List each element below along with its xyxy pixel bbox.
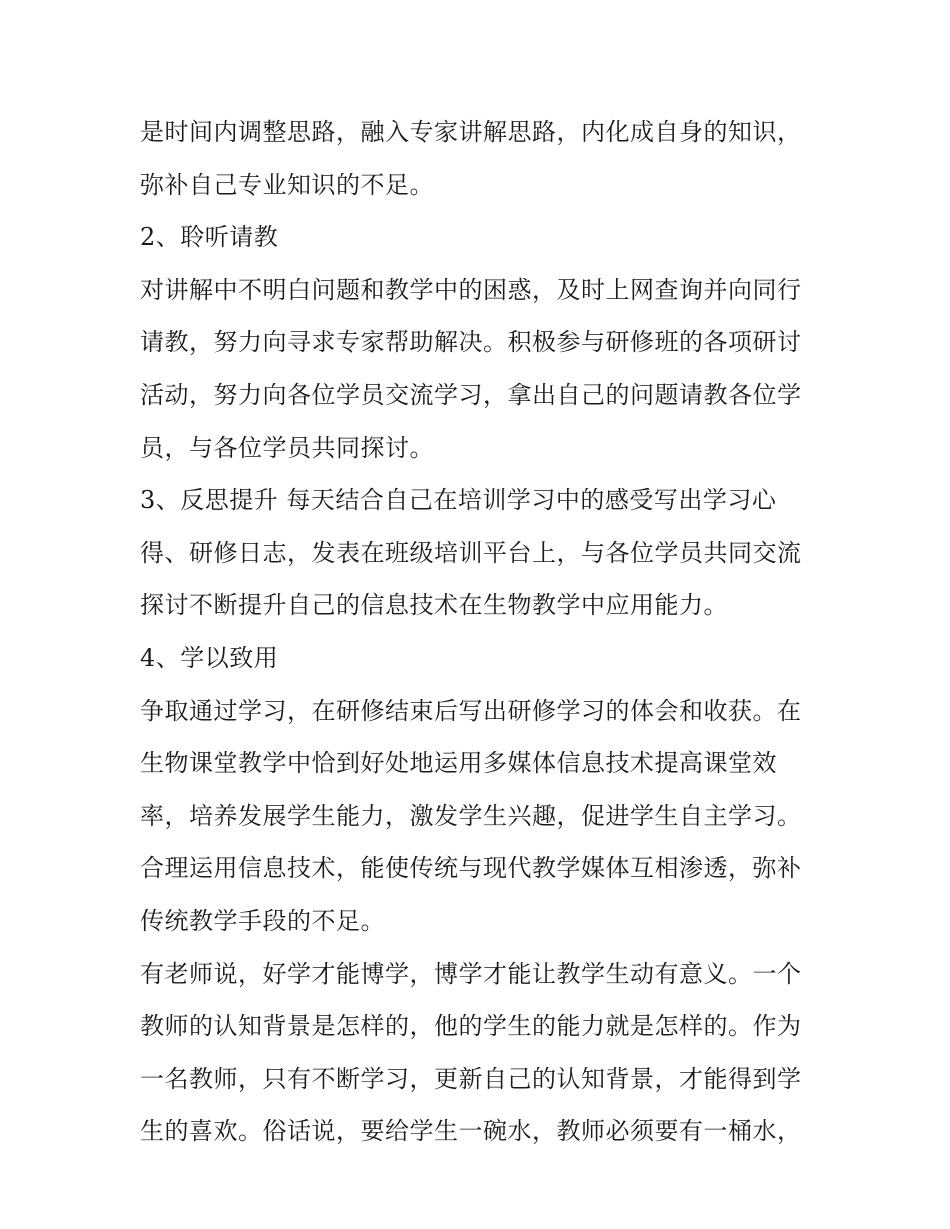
text-line: 探讨不断提升自己的信息技术在生物教学中应用能力。 (140, 591, 728, 620)
section-heading: 4、学以致用 (140, 643, 279, 672)
text-line: 活动，努力向各位学员交流学习，拿出自己的问题请教各位学 (140, 380, 802, 409)
text-line: 有老师说，好学才能博学，博学才能让教学生动有意义。一个 (140, 959, 802, 988)
text-line: 是时间内调整思路，融入专家讲解思路，内化成自身的知识， (140, 118, 802, 146)
text-line: 教师的认知背景是怎样的，他的学生的能力就是怎样的。作为 (140, 1012, 802, 1041)
text-line: 合理运用信息技术，能使传统与现代教学媒体互相渗透，弥补 (140, 854, 802, 883)
text-line: 一名教师，只有不断学习，更新自己的认知背景，才能得到学 (140, 1064, 802, 1093)
text-line: 弥补自己专业知识的不足。 (140, 170, 434, 199)
text-line: 对讲解中不明白问题和教学中的困惑，及时上网查询并向同行 (140, 275, 802, 304)
section-heading: 3、反思提升 每天结合自己在培训学习中的感受写出学习心 (140, 486, 777, 515)
text-line: 生的喜欢。俗话说，要给学生一碗水，教师必须要有一桶水， (140, 1117, 802, 1146)
text-line: 争取通过学习，在研修结束后写出研修学习的体会和收获。在 (140, 696, 802, 725)
text-line: 员，与各位学员共同探讨。 (140, 433, 434, 462)
text-line: 请教，努力向寻求专家帮助解决。积极参与研修班的各项研讨 (140, 328, 802, 357)
document-body (140, 106, 820, 1158)
text-line: 得、研修日志，发表在班级培训平台上，与各位学员共同交流 (140, 538, 802, 567)
section-heading: 2、聆听请教 (140, 223, 279, 252)
text-line: 率，培养发展学生能力，激发学生兴趣，促进学生自主学习。 (140, 801, 802, 830)
text-line: 传统教学手段的不足。 (140, 906, 385, 935)
text-line: 生物课堂教学中恰到好处地运用多媒体信息技术提高课堂效 (140, 749, 777, 778)
